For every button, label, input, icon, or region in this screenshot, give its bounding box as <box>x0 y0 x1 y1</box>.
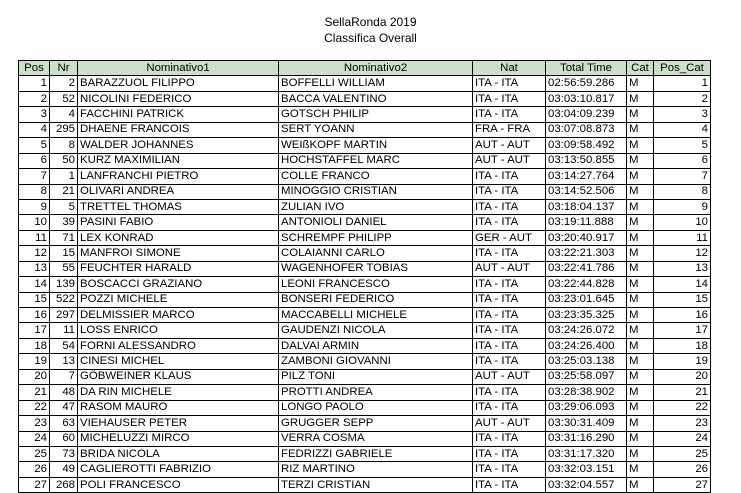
pos-cat-cell: 16 <box>654 308 711 323</box>
nominativo2-cell: MACCABELLI MICHELE <box>279 308 473 323</box>
pos-cell: 13 <box>19 261 50 276</box>
nr-cell: 4 <box>50 107 78 122</box>
nat-cell: ITA - ITA <box>473 308 546 323</box>
cat-cell: M <box>627 277 654 292</box>
pos-cat-cell: 10 <box>654 215 711 230</box>
pos-cell: 15 <box>19 292 50 307</box>
column-header-nat: Nat <box>473 61 546 76</box>
pos-cat-cell: 12 <box>654 246 711 261</box>
pos-cat-cell: 9 <box>654 199 711 214</box>
cat-cell: M <box>627 462 654 477</box>
total-time-cell: 03:30:31.409 <box>546 416 627 431</box>
nr-cell: 11 <box>50 323 78 338</box>
total-time-cell: 03:25:03.138 <box>546 354 627 369</box>
total-time-cell: 02:56:59.286 <box>546 76 627 91</box>
total-time-cell: 03:28:38.902 <box>546 385 627 400</box>
pos-cell: 14 <box>19 277 50 292</box>
column-header-nominativo2: Nominativo2 <box>279 61 473 76</box>
nominativo2-cell: FEDRIZZI GABRIELE <box>279 446 473 461</box>
nominativo2-cell: MINOGGIO CRISTIAN <box>279 184 473 199</box>
nominativo1-cell: CAGLIEROTTI FABRIZIO <box>78 462 279 477</box>
nat-cell: AUT - AUT <box>473 416 546 431</box>
nr-cell: 71 <box>50 230 78 245</box>
nat-cell: ITA - ITA <box>473 477 546 492</box>
total-time-cell: 03:23:01.645 <box>546 292 627 307</box>
pos-cell: 18 <box>19 338 50 353</box>
nominativo2-cell: GRUGGER SEPP <box>279 416 473 431</box>
nat-cell: ITA - ITA <box>473 91 546 106</box>
pos-cat-cell: 21 <box>654 385 711 400</box>
nr-cell: 60 <box>50 431 78 446</box>
results-table <box>18 60 711 493</box>
cat-cell: M <box>627 246 654 261</box>
nominativo2-cell: BACCA VALENTINO <box>279 91 473 106</box>
nominativo2-cell: GAUDENZI NICOLA <box>279 323 473 338</box>
column-header-pos: Pos <box>19 61 50 76</box>
table-header-row <box>19 61 711 76</box>
table-row <box>19 462 711 477</box>
nat-cell: ITA - ITA <box>473 431 546 446</box>
total-time-cell: 03:32:03.151 <box>546 462 627 477</box>
total-time-cell: 03:32:04.557 <box>546 477 627 492</box>
pos-cell: 27 <box>19 477 50 492</box>
cat-cell: M <box>627 446 654 461</box>
cat-cell: M <box>627 261 654 276</box>
nr-cell: 1 <box>50 169 78 184</box>
nominativo1-cell: BOSCACCI GRAZIANO <box>78 277 279 292</box>
pos-cell: 21 <box>19 385 50 400</box>
pos-cat-cell: 20 <box>654 369 711 384</box>
pos-cell: 11 <box>19 230 50 245</box>
nominativo2-cell: WAGENHOFER TOBIAS <box>279 261 473 276</box>
cat-cell: M <box>627 400 654 415</box>
pos-cat-cell: 14 <box>654 277 711 292</box>
column-header-nominativo1: Nominativo1 <box>78 61 279 76</box>
pos-cat-cell: 3 <box>654 107 711 122</box>
nominativo2-cell: RIZ MARTINO <box>279 462 473 477</box>
pos-cat-cell: 13 <box>654 261 711 276</box>
total-time-cell: 03:14:52.506 <box>546 184 627 199</box>
nominativo1-cell: LANFRANCHI PIETRO <box>78 169 279 184</box>
nat-cell: ITA - ITA <box>473 323 546 338</box>
pos-cell: 17 <box>19 323 50 338</box>
cat-cell: M <box>627 385 654 400</box>
table-row <box>19 76 711 91</box>
nominativo2-cell: VERRA COSMA <box>279 431 473 446</box>
total-time-cell: 03:04:09.239 <box>546 107 627 122</box>
nominativo1-cell: TRETTEL THOMAS <box>78 199 279 214</box>
nominativo1-cell: MICHELUZZI MIRCO <box>78 431 279 446</box>
pos-cell: 2 <box>19 91 50 106</box>
total-time-cell: 03:22:44.828 <box>546 277 627 292</box>
total-time-cell: 03:13:50.855 <box>546 153 627 168</box>
nominativo1-cell: POLI FRANCESCO <box>78 477 279 492</box>
nominativo1-cell: DELMISSIER MARCO <box>78 308 279 323</box>
nominativo2-cell: PILZ TONI <box>279 369 473 384</box>
pos-cat-cell: 2 <box>654 91 711 106</box>
total-time-cell: 03:24:26.400 <box>546 338 627 353</box>
nr-cell: 54 <box>50 338 78 353</box>
table-row <box>19 431 711 446</box>
nominativo2-cell: COLLE FRANCO <box>279 169 473 184</box>
nr-cell: 49 <box>50 462 78 477</box>
pos-cat-cell: 8 <box>654 184 711 199</box>
pos-cell: 26 <box>19 462 50 477</box>
nat-cell: ITA - ITA <box>473 169 546 184</box>
nr-cell: 139 <box>50 277 78 292</box>
nr-cell: 5 <box>50 199 78 214</box>
column-header-cat: Cat <box>627 61 654 76</box>
total-time-cell: 03:09:58.492 <box>546 138 627 153</box>
nominativo2-cell: ANTONIOLI DANIEL <box>279 215 473 230</box>
pos-cell: 1 <box>19 76 50 91</box>
table-row <box>19 230 711 245</box>
pos-cell: 5 <box>19 138 50 153</box>
nat-cell: AUT - AUT <box>473 261 546 276</box>
total-time-cell: 03:31:16.290 <box>546 431 627 446</box>
nominativo2-cell: BONSERI FEDERICO <box>279 292 473 307</box>
nominativo1-cell: FORNI ALESSANDRO <box>78 338 279 353</box>
nominativo2-cell: ZAMBONI GIOVANNI <box>279 354 473 369</box>
nat-cell: ITA - ITA <box>473 76 546 91</box>
table-row <box>19 122 711 137</box>
cat-cell: M <box>627 76 654 91</box>
nominativo1-cell: BRIDA NICOLA <box>78 446 279 461</box>
nat-cell: ITA - ITA <box>473 462 546 477</box>
cat-cell: M <box>627 308 654 323</box>
cat-cell: M <box>627 169 654 184</box>
table-row <box>19 277 711 292</box>
cat-cell: M <box>627 354 654 369</box>
column-header-pos-cat: Pos_Cat <box>654 61 711 76</box>
pos-cat-cell: 24 <box>654 431 711 446</box>
pos-cat-cell: 18 <box>654 338 711 353</box>
nr-cell: 297 <box>50 308 78 323</box>
pos-cat-cell: 1 <box>654 76 711 91</box>
column-header-nr: Nr <box>50 61 78 76</box>
table-row <box>19 323 711 338</box>
pos-cat-cell: 22 <box>654 400 711 415</box>
table-row <box>19 138 711 153</box>
nominativo1-cell: MANFROI SIMONE <box>78 246 279 261</box>
pos-cat-cell: 26 <box>654 462 711 477</box>
pos-cell: 10 <box>19 215 50 230</box>
nr-cell: 21 <box>50 184 78 199</box>
pos-cell: 24 <box>19 431 50 446</box>
nominativo1-cell: LOSS ENRICO <box>78 323 279 338</box>
nr-cell: 39 <box>50 215 78 230</box>
pos-cat-cell: 7 <box>654 169 711 184</box>
pos-cat-cell: 19 <box>654 354 711 369</box>
cat-cell: M <box>627 122 654 137</box>
nominativo1-cell: NICOLINI FEDERICO <box>78 91 279 106</box>
nominativo2-cell: BOFFELLI WILLIAM <box>279 76 473 91</box>
table-row <box>19 91 711 106</box>
nominativo1-cell: BARAZZUOL FILIPPO <box>78 76 279 91</box>
nominativo2-cell: LONGO PAOLO <box>279 400 473 415</box>
total-time-cell: 03:31:17.320 <box>546 446 627 461</box>
nominativo2-cell: SERT YOANN <box>279 122 473 137</box>
table-row <box>19 107 711 122</box>
cat-cell: M <box>627 416 654 431</box>
nominativo1-cell: GÖBWEINER KLAUS <box>78 369 279 384</box>
pos-cat-cell: 4 <box>654 122 711 137</box>
nr-cell: 52 <box>50 91 78 106</box>
nominativo1-cell: FACCHINI PATRICK <box>78 107 279 122</box>
cat-cell: M <box>627 199 654 214</box>
table-row <box>19 169 711 184</box>
nominativo2-cell: PROTTI ANDREA <box>279 385 473 400</box>
table-row <box>19 477 711 492</box>
nat-cell: ITA - ITA <box>473 400 546 415</box>
cat-cell: M <box>627 338 654 353</box>
nominativo2-cell: COLAIANNI CARLO <box>279 246 473 261</box>
cat-cell: M <box>627 138 654 153</box>
pos-cell: 6 <box>19 153 50 168</box>
nat-cell: ITA - ITA <box>473 277 546 292</box>
cat-cell: M <box>627 184 654 199</box>
total-time-cell: 03:07:08.873 <box>546 122 627 137</box>
pos-cell: 25 <box>19 446 50 461</box>
pos-cell: 8 <box>19 184 50 199</box>
nominativo2-cell: GOTSCH PHILIP <box>279 107 473 122</box>
nominativo1-cell: FEUCHTER HARALD <box>78 261 279 276</box>
nat-cell: ITA - ITA <box>473 446 546 461</box>
nominativo2-cell: HOCHSTAFFEL MARC <box>279 153 473 168</box>
total-time-cell: 03:19:11.888 <box>546 215 627 230</box>
pos-cell: 16 <box>19 308 50 323</box>
column-header-total-time: Total Time <box>546 61 627 76</box>
nominativo1-cell: LEX KONRAD <box>78 230 279 245</box>
table-row <box>19 354 711 369</box>
pos-cat-cell: 25 <box>654 446 711 461</box>
table-row <box>19 199 711 214</box>
total-time-cell: 03:24:26.072 <box>546 323 627 338</box>
pos-cat-cell: 17 <box>654 323 711 338</box>
nominativo2-cell: SCHREMPF PHILIPP <box>279 230 473 245</box>
pos-cell: 22 <box>19 400 50 415</box>
nat-cell: ITA - ITA <box>473 385 546 400</box>
pos-cell: 9 <box>19 199 50 214</box>
nr-cell: 47 <box>50 400 78 415</box>
table-row <box>19 215 711 230</box>
cat-cell: M <box>627 153 654 168</box>
table-row <box>19 400 711 415</box>
pos-cat-cell: 15 <box>654 292 711 307</box>
nr-cell: 8 <box>50 138 78 153</box>
nr-cell: 48 <box>50 385 78 400</box>
nominativo1-cell: DA RIN MICHELE <box>78 385 279 400</box>
nr-cell: 7 <box>50 369 78 384</box>
nominativo2-cell: DALVAI ARMIN <box>279 338 473 353</box>
total-time-cell: 03:20:40.917 <box>546 230 627 245</box>
table-row <box>19 261 711 276</box>
total-time-cell: 03:03:10.817 <box>546 91 627 106</box>
pos-cat-cell: 11 <box>654 230 711 245</box>
total-time-cell: 03:14:27.764 <box>546 169 627 184</box>
nominativo2-cell: ZULIAN IVO <box>279 199 473 214</box>
cat-cell: M <box>627 292 654 307</box>
nr-cell: 268 <box>50 477 78 492</box>
nominativo1-cell: KURZ MAXIMILIAN <box>78 153 279 168</box>
nr-cell: 2 <box>50 76 78 91</box>
total-time-cell: 03:22:41.786 <box>546 261 627 276</box>
nr-cell: 13 <box>50 354 78 369</box>
nominativo1-cell: POZZI MICHELE <box>78 292 279 307</box>
nat-cell: AUT - AUT <box>473 153 546 168</box>
nr-cell: 63 <box>50 416 78 431</box>
nr-cell: 295 <box>50 122 78 137</box>
nr-cell: 73 <box>50 446 78 461</box>
cat-cell: M <box>627 477 654 492</box>
table-row <box>19 416 711 431</box>
total-time-cell: 03:22:21.303 <box>546 246 627 261</box>
total-time-cell: 03:29:06.093 <box>546 400 627 415</box>
nat-cell: GER - AUT <box>473 230 546 245</box>
nr-cell: 15 <box>50 246 78 261</box>
nominativo1-cell: DHAENE FRANCOIS <box>78 122 279 137</box>
pos-cell: 7 <box>19 169 50 184</box>
results-table-body <box>19 76 711 493</box>
nominativo1-cell: CINESI MICHEL <box>78 354 279 369</box>
nat-cell: ITA - ITA <box>473 215 546 230</box>
nominativo2-cell: TERZI CRISTIAN <box>279 477 473 492</box>
pos-cat-cell: 6 <box>654 153 711 168</box>
pos-cell: 3 <box>19 107 50 122</box>
nat-cell: ITA - ITA <box>473 107 546 122</box>
pos-cat-cell: 27 <box>654 477 711 492</box>
total-time-cell: 03:23:35.325 <box>546 308 627 323</box>
nat-cell: AUT - AUT <box>473 369 546 384</box>
nr-cell: 522 <box>50 292 78 307</box>
nominativo1-cell: RASOM MAURO <box>78 400 279 415</box>
page-subtitle: Classifica Overall <box>324 31 417 45</box>
nat-cell: ITA - ITA <box>473 292 546 307</box>
cat-cell: M <box>627 323 654 338</box>
cat-cell: M <box>627 431 654 446</box>
nominativo1-cell: VIEHAUSER PETER <box>78 416 279 431</box>
table-row <box>19 385 711 400</box>
table-row <box>19 292 711 307</box>
nr-cell: 55 <box>50 261 78 276</box>
cat-cell: M <box>627 369 654 384</box>
nat-cell: ITA - ITA <box>473 354 546 369</box>
pos-cell: 20 <box>19 369 50 384</box>
table-row <box>19 369 711 384</box>
nat-cell: AUT - AUT <box>473 138 546 153</box>
nominativo2-cell: WEIßKOPF MARTIN <box>279 138 473 153</box>
table-row <box>19 246 711 261</box>
table-row <box>19 446 711 461</box>
cat-cell: M <box>627 230 654 245</box>
pos-cell: 12 <box>19 246 50 261</box>
cat-cell: M <box>627 215 654 230</box>
table-row <box>19 338 711 353</box>
nr-cell: 50 <box>50 153 78 168</box>
cat-cell: M <box>627 107 654 122</box>
table-row <box>19 308 711 323</box>
nominativo1-cell: WALDER JOHANNES <box>78 138 279 153</box>
nat-cell: ITA - ITA <box>473 199 546 214</box>
nat-cell: ITA - ITA <box>473 338 546 353</box>
pos-cell: 23 <box>19 416 50 431</box>
total-time-cell: 03:25:58.097 <box>546 369 627 384</box>
pos-cat-cell: 5 <box>654 138 711 153</box>
table-row <box>19 153 711 168</box>
cat-cell: M <box>627 91 654 106</box>
nat-cell: ITA - ITA <box>473 246 546 261</box>
pos-cell: 4 <box>19 122 50 137</box>
nat-cell: ITA - ITA <box>473 184 546 199</box>
nominativo1-cell: OLIVARI ANDREA <box>78 184 279 199</box>
nat-cell: FRA - FRA <box>473 122 546 137</box>
nominativo1-cell: PASINI FABIO <box>78 215 279 230</box>
pos-cat-cell: 23 <box>654 416 711 431</box>
pos-cell: 19 <box>19 354 50 369</box>
nominativo2-cell: LEONI FRANCESCO <box>279 277 473 292</box>
total-time-cell: 03:18:04.137 <box>546 199 627 214</box>
page-title: SellaRonda 2019 <box>324 15 417 29</box>
table-row <box>19 184 711 199</box>
